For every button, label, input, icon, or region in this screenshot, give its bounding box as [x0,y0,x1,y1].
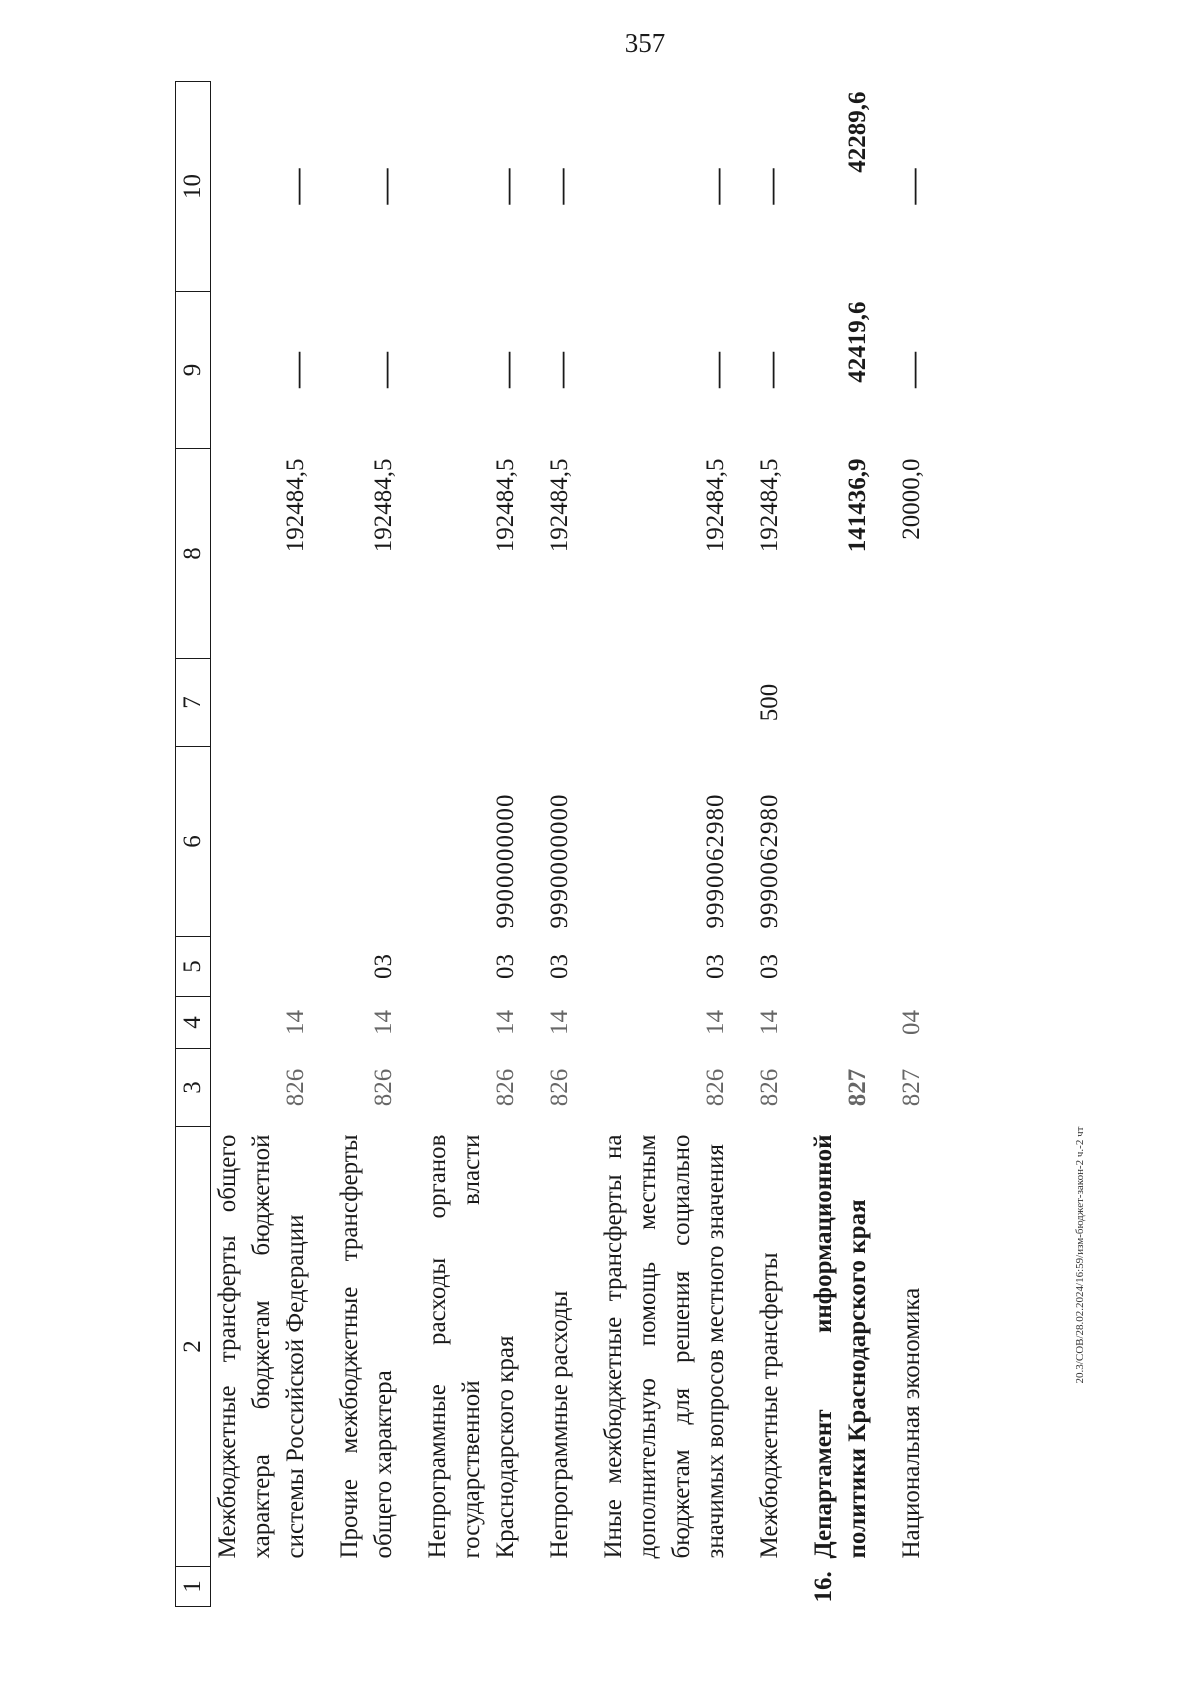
row-col-5: 03 [546,954,573,979]
row-col-5 [211,937,334,997]
row-col-6: 9900000000 [492,793,519,929]
row-number [597,1567,753,1607]
row-col-3: 827 [844,1068,871,1107]
table-body [211,82,950,1607]
table-row [421,82,543,1607]
row-col-7 [895,659,949,747]
row-number [543,1567,597,1607]
table-row [895,82,949,1607]
row-col-6: 9990062980 [756,793,783,929]
row-col-5: 03 [756,954,783,979]
row-number [211,1567,334,1607]
row-col-7 [807,659,895,747]
row-col-7 [543,659,597,747]
row-col-3: 826 [702,1068,729,1107]
table-row [807,82,895,1607]
row-col-4: 14 [702,1010,729,1035]
row-col-6: 9990000000 [546,793,573,929]
row-number: 16. [810,1571,837,1603]
row-col-4: 14 [546,1010,573,1035]
row-name: Непрограммные расходы органов государственной власти Краснодарского края [424,1134,519,1559]
header-cell-1: 1 [176,1567,211,1607]
row-col-6 [807,747,895,937]
row-col-10: — [364,168,404,205]
row-col-8: 192484,5 [370,458,397,553]
header-cell-7: 7 [176,659,211,747]
header-cell-5: 5 [176,937,211,997]
row-number [421,1567,543,1607]
row-col-6: 9990062980 [702,793,729,929]
row-col-10: 42289,6 [844,91,871,173]
row-col-8: 192484,5 [546,458,573,553]
row-col-10: — [696,168,736,205]
row-col-9: — [540,352,580,388]
header-cell-10: 10 [176,82,211,292]
page-number: 357 [624,28,666,58]
row-col-7 [211,659,334,747]
row-name: Межбюджетные трансферты [756,1252,783,1559]
row-name: Национальная экономика [898,1287,925,1559]
row-name: Межбюджетные трансферты общего характера бюджетам бюджетной системы Российской Федерации [214,1134,309,1559]
row-col-5 [807,937,895,997]
row-col-3: 826 [756,1068,783,1107]
table-row [753,82,807,1607]
header-cell-8: 8 [176,449,211,659]
row-name: Иные межбюджетные трансферты на дополнительную помощь местным бюджетам для решения социально значимых вопросов местного значения [600,1134,729,1559]
row-col-10: — [892,168,932,205]
header-cell-3: 3 [176,1049,211,1127]
row-col-3: 826 [282,1068,309,1107]
row-col-8: 192484,5 [702,458,729,553]
row-col-8: 141436,9 [844,458,871,553]
row-number [753,1567,807,1607]
row-col-7 [333,659,421,747]
row-col-3: 827 [898,1068,925,1107]
row-col-8: 192484,5 [756,458,783,553]
row-col-6 [895,747,949,937]
row-col-9: — [364,352,404,388]
row-col-4 [807,997,895,1049]
row-col-4: 14 [282,1010,309,1035]
row-col-5: 03 [702,954,729,979]
row-col-8: 192484,5 [282,458,309,553]
row-col-8: 20000,0 [898,458,925,540]
row-name: Прочие межбюджетные трансферты общего характера [336,1134,397,1559]
row-col-10: — [540,168,580,205]
row-col-4: 14 [370,1010,397,1035]
row-col-4: 14 [492,1010,519,1035]
row-col-9: — [892,352,932,388]
rotated-table-frame [175,82,965,1607]
header-cell-4: 4 [176,997,211,1049]
row-number [333,1567,421,1607]
header-cell-9: 9 [176,292,211,449]
row-col-5: 03 [492,954,519,979]
row-col-5: 03 [370,954,397,979]
row-col-10: — [486,168,526,205]
row-col-10: — [276,168,316,205]
row-col-3: 826 [370,1068,397,1107]
table-row [543,82,597,1607]
row-col-6 [333,747,421,937]
row-col-6 [211,747,334,937]
row-col-9: — [750,352,790,388]
header-cell-6: 6 [176,747,211,937]
header-cell-2: 2 [176,1127,211,1567]
row-name: Департамент информационной политики Краснодарского края [810,1134,871,1559]
row-col-3: 826 [546,1068,573,1107]
row-name: Непрограммные расходы [546,1290,573,1559]
row-col-8: 192484,5 [492,458,519,553]
table-row [211,82,334,1607]
row-col-5 [895,937,949,997]
table-row [597,82,753,1607]
document-footer-code: 20.3/СОВ/28.02.2024/16:59/изм-бюджет-закон-2 ч.-2 чт [1074,1126,1086,1384]
row-col-4: 04 [898,1010,925,1035]
budget-table [175,81,949,1607]
row-col-9: — [696,352,736,388]
table-row [333,82,421,1607]
row-col-9: — [486,352,526,388]
row-col-7 [421,659,543,747]
row-col-7: 500 [756,683,783,722]
row-col-4: 14 [756,1010,783,1035]
header-row [176,82,211,1607]
row-col-7 [597,659,753,747]
row-col-9: — [276,352,316,388]
row-col-3: 826 [492,1068,519,1107]
table-header [176,82,211,1607]
row-col-10: — [750,168,790,205]
row-col-9: 42419,6 [844,301,871,383]
row-number [895,1567,949,1607]
